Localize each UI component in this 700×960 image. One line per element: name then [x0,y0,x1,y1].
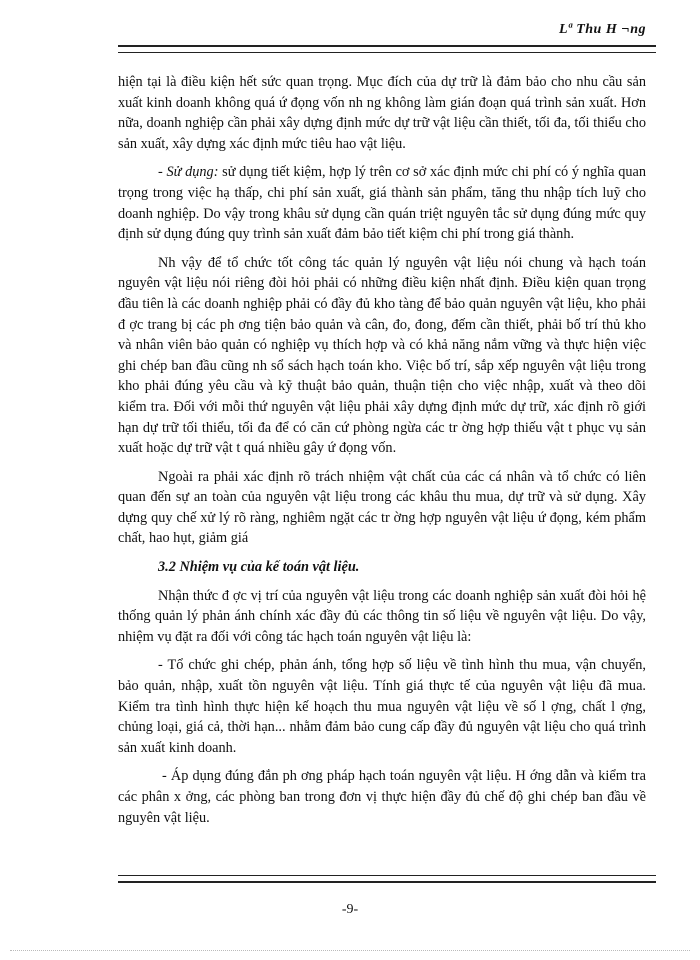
bullet-dash: - [158,164,167,181]
usage-text: sử dụng tiết kiệm, hợp lý trên cơ sở xác định mức chi phí có ý nghĩa quan trọng trong việc hạ thấp, chi phí sản xuất, giá thành sản phẩm, tăng thu nhập tích luỹ cho doanh nghiệp. Do vậy trong khâu sử dụng cần quán triệt nguyên tắc sử dụng đúng mức quy định sử dụng đúng quy trình sản xuất đảm bảo tiết kiệm chi phí trong giá thành. [118,164,646,243]
running-header: Lª Thu H ¬ng [558,22,646,37]
page-number: -9- [341,902,359,917]
footer-rule [118,875,656,883]
section-heading: 3.2 Nhiệm vụ của kế toán vật liệu. [158,559,360,576]
page-body [118,72,646,836]
term-usage: Sử dụng: [166,164,219,181]
header-rule [118,45,656,53]
paragraph-stockpile: hiện tại là điều kiện hết sức quan trọng. Mục đích của dự trữ là đảm bảo cho nhu cầu sản xuất kinh doanh không quá ứ đọng vốn nh ng không làm gián đoạn quá trình sản xuất. Hơn nữa, doanh nghiệp cần phải xây dựng định mức dự trữ vật liệu cần thiết, tối đa, tối thiểu cho sản xuất, xây dựng xác định mức tiêu hao vật liệu. [118,74,646,152]
page-edge-divider [10,950,690,951]
task-item-recording: - Tổ chức ghi chép, phản ánh, tổng hợp số liệu về tình hình thu mua, vận chuyển, bảo quản, nhập, xuất tồn nguyên vật liệu. Tính giá thực tế của nguyên vật liệu đã mua. Kiểm tra tình hình thực hiện kế hoạch thu mua nguyên vật liệu về số l ợng, chất l ợng, chủng loại, giá cả, thời hạn... nhằm đảm bảo cung cấp đầy đủ nguyên vật liệu cho quá trình sản xuất kinh doanh. [118,657,646,756]
paragraph-usage [118,162,646,244]
paragraph-responsibility: Ngoài ra phải xác định rõ trách nhiệm vật chất của các cá nhân và tổ chức có liên quan đến sự an toàn của nguyên vật liệu trong các khâu thu mua, dự trữ và sử dụng. Xây dựng quy chế xử lý rõ ràng, nghiêm ngặt các tr ờng hợp nguyên vật liệu ứ đọng, kém phẩm chất, hao hụt, giảm giá [118,468,646,547]
paragraph-management-conditions: Nh vậy để tổ chức tốt công tác quản lý nguyên vật liệu nói chung và hạch toán nguyên vật liệu nói riêng đòi hỏi phải có những điều kiện nhất định. Điều kiện quan trọng đầu tiên là các doanh nghiệp phải có đầy đủ kho tàng để bảo quản nguyên vật liệu, kho phải đ ợc trang bị các ph ơng tiện bảo quản và cân, đo, đong, đếm cần thiết, phải bố trí thủ kho và nhân viên bảo quản có nghiệp vụ thích hợp và có khả năng nắm vững và thực hiện việc ghi chép ban đầu cũng nh sổ sách hạch toán kho. Việc bố trí, sắp xếp nguyên vật liệu trong kho phải đúng yêu cầu và kỹ thuật bảo quản, thuận tiện cho việc nhập, xuất và theo dõi kiểm tra. Đối với mỗi thứ nguyên vật liệu phải xây dựng định mức dự trữ, xác định rõ giới hạn dự trữ tối thiểu, tối đa để có căn cứ phòng ngừa các tr ờng hợp thiếu vật t phục vụ sản xuất hoặc dự trữ vật t quá nhiều gây ứ đọng vốn. [118,254,646,457]
task-item-method: - Áp dụng đúng đắn ph ơng pháp hạch toán nguyên vật liệu. H ớng dẫn và kiểm tra các phân x ởng, các phòng ban trong đơn vị thực hiện đầy đủ chế độ ghi chép ban đầu về nguyên vật liệu. [118,768,646,826]
paragraph-accounting-tasks-intro: Nhận thức đ ợc vị trí của nguyên vật liệu trong các doanh nghiệp sản xuất đòi hỏi hệ thống quản lý phản ánh chính xác đầy đủ các thông tin số liệu về nguyên vật liệu. Do vậy, nhiệm vụ đặt ra đối với công tác hạch toán nguyên vật liệu là: [118,587,646,645]
